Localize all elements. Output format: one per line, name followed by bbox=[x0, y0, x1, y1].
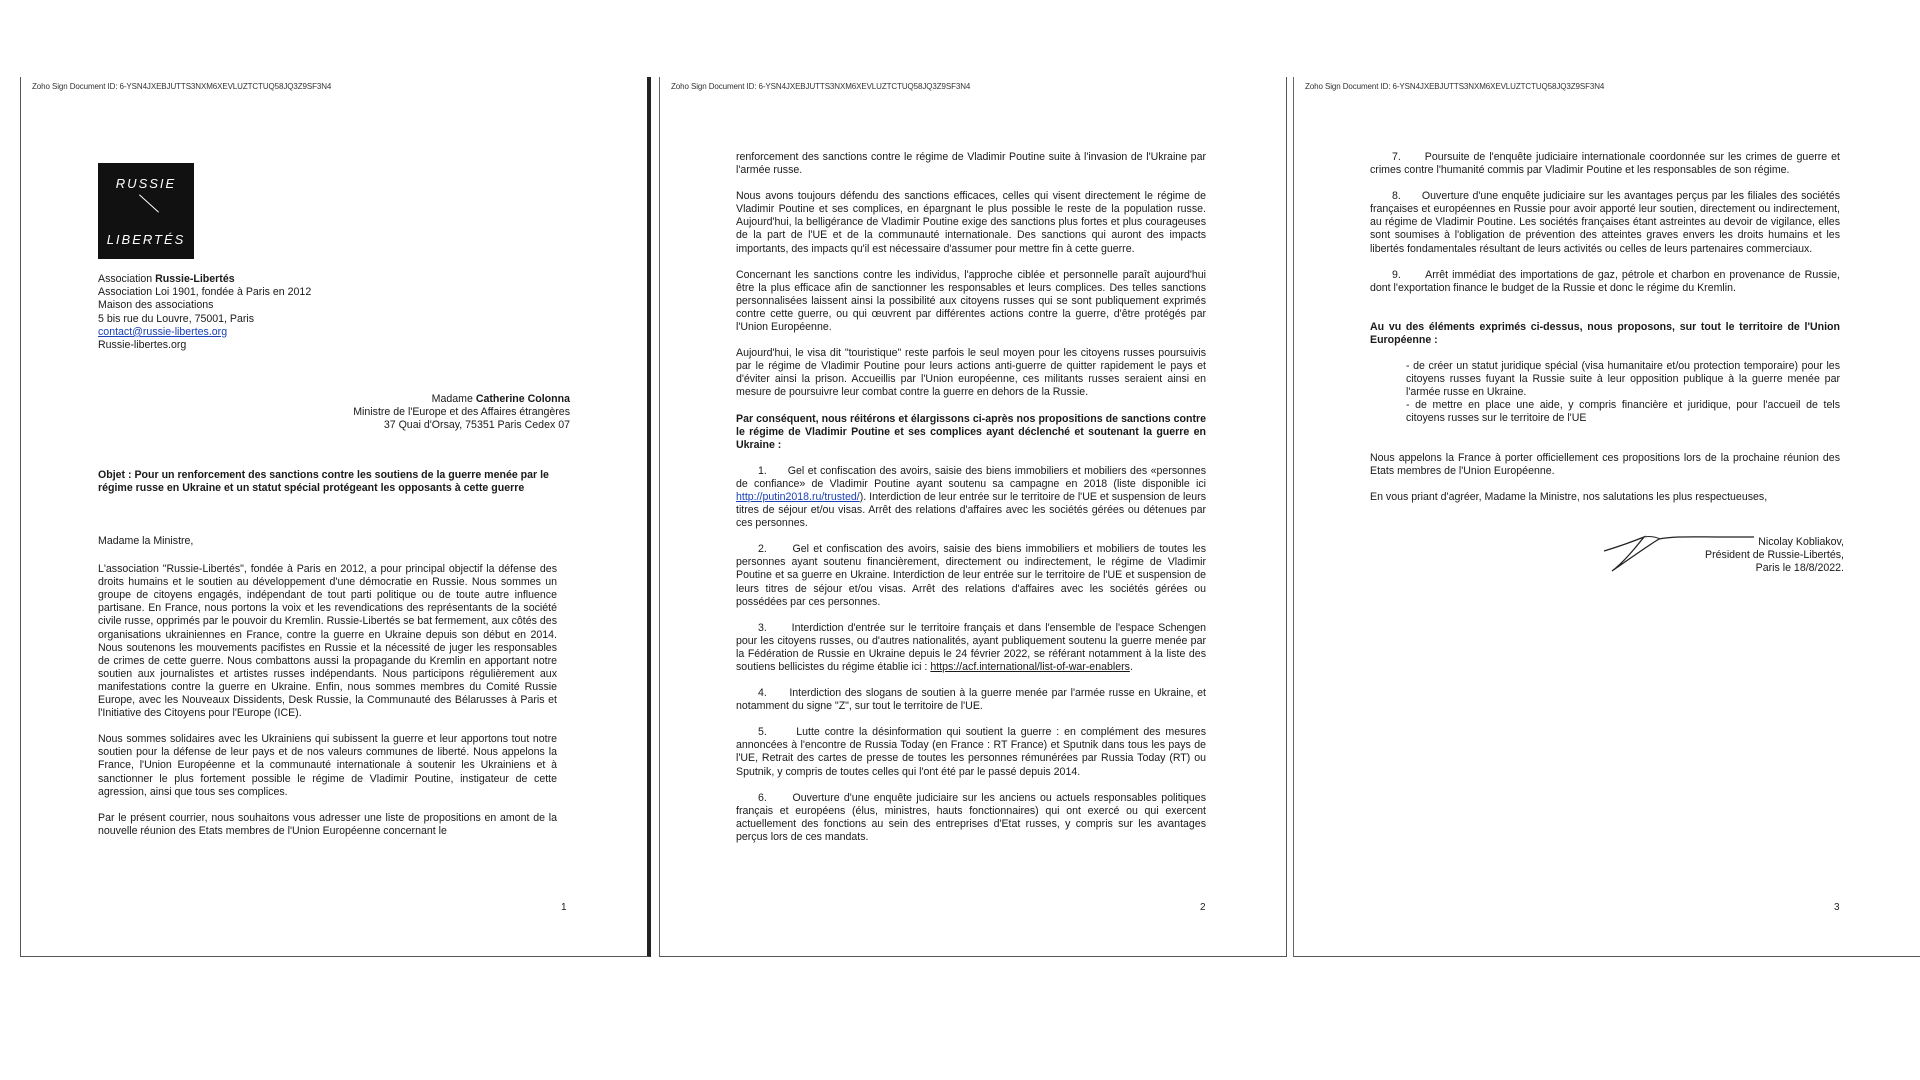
bold-intro: Par conséquent, nous réitérons et élargissons ci-après nos propositions de sanctions contre le régime de Vladimir Poutine et ses complices ayant déclenché et soutenant la guerre en Ukraine : bbox=[736, 412, 1206, 451]
signer-title: Président de Russie-Libertés, bbox=[1705, 549, 1844, 562]
bullet-item: - de créer un statut juridique spécial (visa humanitaire et/ou protection temporaire) pour les citoyens russes fuyant la Russie suite à leur opposition publique à la guerre menée par l'armée russe en Ukraine. bbox=[1406, 360, 1840, 399]
paragraph: Nous sommes solidaires avec les Ukrainiens qui subissent la guerre et leur apportons tout notre soutien pour la défense de leur pays et de nos valeurs communes de liberté. Nous appelons la France, l'Union Européenne et la communauté internationale à soutenir les Ukrainiens et à sanctionner le plus fortement possible le régime de Vladimir Poutine, instigateur de cette agression, ainsi que tous ses complices. bbox=[98, 733, 557, 798]
proposal-item-6: 6. Ouverture d'une enquête judiciaire sur les anciens ou actuels responsables politiques français et européens (élus, ministres, hauts fonctionnaires) qui ont exercé ou qui exercent actuellement des fonctions au sein des entreprises d'Etat russes, y compris sur les avantages perçus lors de ces mandats. bbox=[736, 791, 1206, 843]
proposal-item-8: 8. Ouverture d'une enquête judiciaire sur les avantages perçus par les filiales des sociétés françaises et européennes en Russie pour avoir apporté leur soutien, directement ou indirectement, au régime de Vladimir Poutine. Les sociétés françaises étant astreintes au devoir de vigilance, elles sont soumises à l'obligation de prévention des atteintes graves envers les droits humains et les libertés fondamentales résultant de leurs activités ou celles de leurs partenaires commerciaux. bbox=[1370, 190, 1840, 255]
document-id: Zoho Sign Document ID: 6-YSN4JXEBJUTTS3NXM6XEVLUZTCTUQ58JQ3Z9SF3N4 bbox=[1305, 82, 1605, 91]
paragraph: Par le présent courrier, nous souhaitons vous adresser une liste de propositions en amont de la nouvelle réunion des Etats membres de l'Union Européenne concernant le bbox=[98, 811, 557, 837]
bullet-item: - de mettre en place une aide, y compris financière et juridique, pour l'accueil de tels citoyens russes sur le territoire de l'UE bbox=[1406, 399, 1840, 425]
document-id: Zoho Sign Document ID: 6-YSN4JXEBJUTTS3NXM6XEVLUZTCTUQ58JQ3Z9SF3N4 bbox=[32, 82, 332, 91]
page-2-body bbox=[736, 151, 1206, 857]
signer-name: Nicolay Kobliakov, bbox=[1758, 536, 1844, 548]
bold-intro: Au vu des éléments exprimés ci-dessus, nous proposons, sur tout le territoire de l'Union Européenne : bbox=[1370, 320, 1840, 346]
letter-subject: Objet : Pour un renforcement des sanctions contre les soutiens de la guerre menée par le régime russe en Ukraine et un statut spécial protégeant les opposants à cette guerre bbox=[98, 469, 549, 494]
proposal-item-7: 7. Poursuite de l'enquête judiciaire internationale coordonnée sur les crimes de guerre et crimes contre l'humanité commis par Vladimir Poutine et les responsables de son régime. bbox=[1370, 151, 1840, 177]
war-enablers-link[interactable]: https://acf.international/list-of-war-enablers bbox=[930, 661, 1130, 673]
page-3-body bbox=[1370, 151, 1840, 517]
proposal-item-4: 4. Interdiction des slogans de soutien à la guerre menée par l'armée russe en Ukraine, et notamment du signe "Z", sur tout le territoire de l'UE. bbox=[736, 687, 1206, 713]
page-number: 3 bbox=[1834, 902, 1840, 913]
proposals-bullets bbox=[1370, 360, 1840, 425]
recipient-address: Madame Catherine Colonna Ministre de l'Europe et des Affaires étrangères 37 Quai d'Orsay, 75351 Paris Cedex 07 bbox=[353, 393, 570, 432]
proposal-item-1: 1. Gel et confiscation des avoirs, saisie des biens immobiliers et mobiliers des «personnes de confiance» de Vladimir Poutine ayant soutenu sa campagne en 2018 (liste disponible ici http://putin2018.ru/trusted/). Interdiction de leur entrée sur le territoire de l'UE et suspension de leurs titres de séjour et/ou visas. Arrêt des relations d'affaires avec les sociétés gérées ou détenues par ces personnes. bbox=[736, 464, 1206, 530]
closing-formula: En vous priant d'agréer, Madame la Ministre, nos salutations les plus respectueuses, bbox=[1370, 490, 1768, 503]
page-number: 1 bbox=[561, 902, 567, 913]
letter-page-3 bbox=[1293, 77, 1920, 957]
proposal-item-5: 5. Lutte contre la désinformation qui soutient la guerre : en complément des mesures annoncées à l'encontre de Russia Today (en France : RT France) et Sputnik dans tous les pays de l'UE, Retrait des cartes de presse de toutes les personnes rémunérées par Russia Today (RT) ou Sputnik, y compris de toutes celles qui l'ont été par le passé depuis 2014. bbox=[736, 726, 1206, 778]
putin2018-link[interactable]: http://putin2018.ru/trusted/ bbox=[736, 490, 860, 503]
appeal-paragraph: Nous appelons la France à porter officiellement ces propositions lors de la prochaine réunion des Etats membres de l'Union Européenne. bbox=[1370, 451, 1840, 477]
letter-page-1 bbox=[20, 77, 651, 957]
page-1-body bbox=[98, 535, 557, 851]
paragraph: Aujourd'hui, le visa dit "touristique" reste parfois le seul moyen pour les citoyens russes poursuivis par le régime de Vladimir Poutine pour leurs actions anti-guerre de quitter rapidement le pays et d'éviter ainsi la prison. Accueillis par l'Union européenne, ces militants russes seraient ainsi en mesure de poursuivre leur combat contre la guerre en dehors de la Russie. bbox=[736, 347, 1206, 399]
page-number: 2 bbox=[1200, 902, 1206, 913]
letter-page-2 bbox=[659, 77, 1287, 957]
russie-libertes-logo: RUSSIE LIBERTÉS bbox=[98, 163, 194, 259]
document-id: Zoho Sign Document ID: 6-YSN4JXEBJUTTS3NXM6XEVLUZTCTUQ58JQ3Z9SF3N4 bbox=[671, 82, 971, 91]
logo-slash bbox=[139, 194, 159, 212]
sender-address: Association Russie-Libertés Association Loi 1901, fondée à Paris en 2012 Maison des associations 5 bis rue du Louvre, 75001, Paris contact@russie-libertes.org Russie-libertes.org bbox=[98, 273, 312, 352]
website-text: Russie-libertes.org bbox=[98, 339, 187, 352]
contact-email-link[interactable]: contact@russie-libertes.org bbox=[98, 325, 228, 338]
recipient-name: Catherine Colonna bbox=[475, 393, 570, 405]
signer-place-date: Paris le 18/8/2022. bbox=[1755, 562, 1844, 575]
paragraph: Nous avons toujours défendu des sanctions efficaces, celles qui visent directement le régime de Vladimir Poutine et ses complices, en épargnant le plus possible le reste de la population russe. Aujourd'hui, la belligérance de Vladimir Poutine exige des sanctions plus fortes et plus courageuses de la part de l'UE et de la communauté internationale. Des sanctions qui auront des impacts importants, des impacts qu'il est nécessaire d'assumer pour mettre fin à cette guerre. bbox=[736, 190, 1206, 255]
salutation: Madame la Ministre, bbox=[98, 535, 194, 547]
proposal-item-2: 2. Gel et confiscation des avoirs, saisie des biens immobiliers et mobiliers de toutes les personnes ayant soutenu financièrement, directement ou indirectement, le régime de Vladimir Poutine et sa guerre en Ukraine. Interdiction de leur entrée sur le territoire de l'UE et suspension de leurs titres de séjour et/ou visas. Arrêt des relations d'affaires avec les sociétés gérées ou possédées par ces personnes. bbox=[736, 543, 1206, 608]
paragraph: L'association "Russie-Libertés", fondée à Paris en 2012, a pour principal objectif la défense des droits humains et le soutien au développement d'une démocratie en Russie. Nous sommes un groupe de citoyens engagés, indépendant de tout parti politique ou de toute autre influence partisane. En France, nous portons la voix et les revendications des représentants de la société civile russe, opprimés par le pouvoir du Kremlin. Russie-Libertés se bat fermement, aux côtés des organisations ukrainiennes en France, contre la guerre en Ukraine depuis son début en 2014. Nous soutenons les mouvements pacifistes en Russie et la nécessité de juger les responsables de crimes de cette guerre. Nous combattons aussi la propagande du Kremlin en apportant notre soutien aux journalistes et artistes russes indépendants. Nous participons régulièrement aux manifestations contre la guerre en Ukraine. Enfin, nous sommes membres du Comité Russie Europe, avec les Nouveaux Dissidents, Desk Russie, la Communauté des Bélarusses à Paris et l'Initiative des Citoyens pour l'Europe (ICE). bbox=[98, 563, 557, 720]
paragraph: renforcement des sanctions contre le régime de Vladimir Poutine suite à l'invasion de l'Ukraine par l'armée russe. bbox=[736, 151, 1206, 177]
proposal-item-9: 9. Arrêt immédiat des importations de gaz, pétrole et charbon en provenance de Russie, dont l'exportation finance le budget de la Russie et donc le régime du Kremlin. bbox=[1370, 268, 1840, 294]
signature-block bbox=[1705, 536, 1844, 576]
proposal-item-3: 3. Interdiction d'entrée sur le territoire français et dans l'ensemble de l'espace Schengen pour les citoyens russes, ou d'autres nationalités, ayant publiquement soutenu la guerre menée par la Fédération de Russie en Ukraine depuis le 24 février 2022, se référant notamment à la liste des soutiens bellicistes du régime établie ici : https://acf.international/list-of-war-enablers. bbox=[736, 621, 1206, 673]
paragraph: Concernant les sanctions contre les individus, l'approche ciblée et personnelle paraît aujourd'hui être la plus efficace afin de sanctionner les responsables et leurs complices. Des telles sanctions personnalisées laissent ainsi la possibilité aux citoyens russes qui se sont publiquement exprimés contre cette guerre, ou qui œuvrent par différentes actions contre la guerre, d'être protégés par l'Union Européenne. bbox=[736, 268, 1206, 334]
sender-name: Russie-Libertés bbox=[155, 273, 235, 285]
